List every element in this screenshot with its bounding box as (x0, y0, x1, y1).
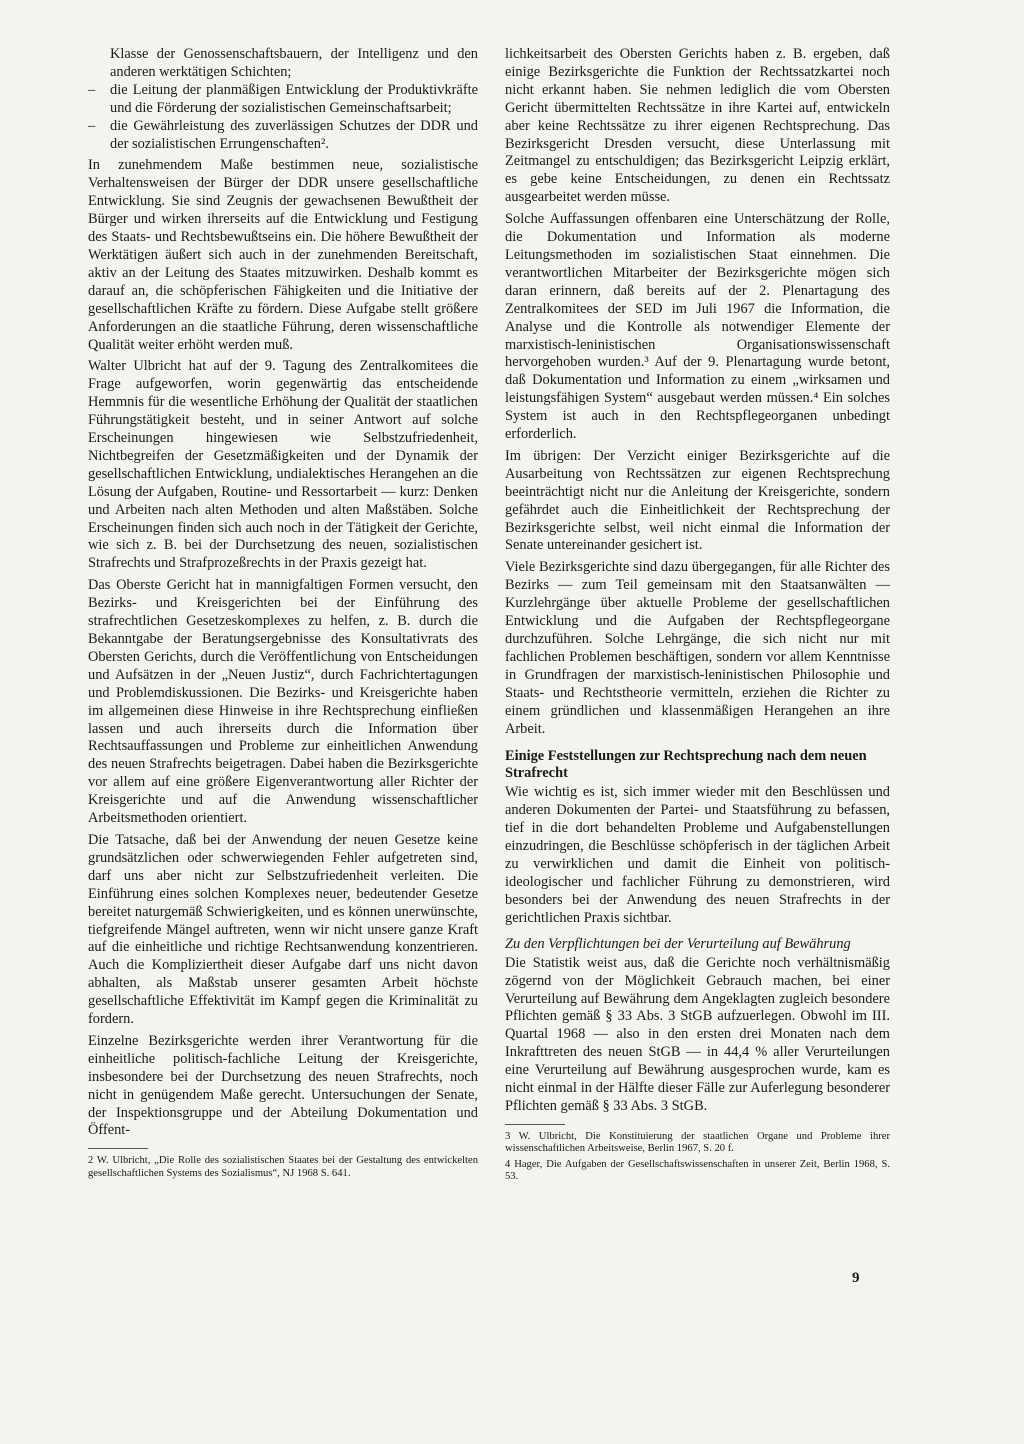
list-item-text: Klasse der Genossenschaftsbauern, der Intelligenz und den anderen werktätigen Schichten; (110, 46, 478, 80)
footnote: 2 W. Ulbricht, „Die Rolle des sozialistischen Staates bei der Gestaltung des entwickelten gesellschaftlichen Systems des Sozialismus“, NJ 1968 S. 641. (88, 1155, 478, 1179)
dash-list (88, 46, 478, 153)
list-item-text: die Leitung der planmäßigen Entwicklung der Produktivkräfte und die Förderung der sozialistischen Gemeinschaftsarbeit; (110, 81, 478, 116)
list-item-text: die Gewährleistung des zuverlässigen Schutzes der DDR und der sozialistischen Errungenschaften². (110, 117, 478, 152)
list-item (88, 118, 478, 154)
footnote: 3 W. Ulbricht, Die Konstituierung der staatlichen Organe und Probleme ihrer wissenschaftlichen Arbeitsweise, Berlin 1967, S. 20 f. (505, 1130, 890, 1155)
paragraph: lichkeitsarbeit des Obersten Gerichts haben z. B. ergeben, daß einige Bezirksgerichte die Funktion der Rechtssatzkartei noch nicht erkannt haben. Sie nehmen lediglich die vom Obersten Gericht übermittelten Rechtssätze in ihre Kartei auf, entwickeln aber keine Rechtssätze zu ihrer eigenen Rechtsprechung. Das Bezirksgericht Dresden versucht, diese Unterlassung mit Zeitmangel zu entschuldigen; das Bezirksgericht Leipzig erklärt, es gebe keine Entscheidungen, zu denen ein Rechtssatz ausgearbeitet werden müsse. (505, 46, 890, 206)
paragraph: Die Statistik weist aus, daß die Gerichte noch verhältnismäßig zögernd von der Möglichkeit Gebrauch machen, bei einer Verurteilung auf Bewährung dem Angeklagten zugleich besondere Pflichten gemäß § 33 Abs. 3 StGB aufzuerlegen. Obwohl im III. Quartal 1968 — also in den ersten drei Monaten nach dem Inkrafttreten des neuen StGB — in 44,4 % aller Verurteilungen eine Verurteilung auf Bewährung ausgesprochen wurde, kam es nicht einmal in der Hälfte dieser Fälle zur Auferlegung besonderer Pflichten gemäß § 33 Abs. 3 StGB. (505, 954, 890, 1114)
section-subheading: Zu den Verpflichtungen bei der Verurteilung auf Bewährung (505, 935, 851, 952)
paragraph: Wie wichtig es ist, sich immer wieder mit den Beschlüssen und anderen Dokumenten der Partei- und Staatsführung zu befassen, tief in die dort behandelten Probleme und Aufgabenstellungen einzudringen, die Beschlüsse schöpferisch in der täglichen Arbeit zu verwirklichen und damit die Einheit von politisch-ideologischer und fachlicher Führung zu demonstrieren, wird besonders bei der Anwendung des neuen Strafrechts in der gerichtlichen Praxis sichtbar. (505, 784, 890, 926)
paragraph: Viele Bezirksgerichte sind dazu übergegangen, für alle Richter des Bezirks — zum Teil gemeinsam mit den Staatsanwälten — Kurzlehrgänge über aktuelle Probleme der gesellschaftlichen Entwicklung und die Aufgaben der Rechtspflegeorgane durchzuführen. Solche Lehrgänge, die sich nicht nur mit fachlichen Problemen beschäftigen, sondern vor allem Kenntnisse in Grundfragen der marxistisch-leninistischen Philosophie und Staats- und Rechtstheorie vermitteln, erziehen die Richter zu einem gründlichen und klassenmäßigen Herangehen an ihre Arbeit. (505, 559, 890, 737)
list-item (88, 82, 478, 118)
dash-glyph: – (88, 117, 96, 134)
right-column (505, 46, 890, 1186)
dash-glyph: – (88, 81, 96, 98)
page-number: 9 (852, 1270, 860, 1286)
paragraph: Einzelne Bezirksgerichte werden ihrer Verantwortung für die einheitliche politisch-fachliche Leitung der Kreisgerichte, insbesondere bei der Durchsetzung des neuen Strafrechts, noch nicht in genügendem Maße gerecht. Untersuchungen der Senate, der Inspektionsgruppe und der Abteilung Dokumentation und Öffent- (88, 1032, 478, 1139)
section-heading: Einige Feststellungen zur Rechtsprechung nach dem neuen Strafrecht (505, 748, 867, 782)
footnote: 4 Hager, Die Aufgaben der Gesellschaftswissenschaften in unserer Zeit, Berlin 1968, S. 53. (505, 1158, 890, 1183)
paragraph: Solche Auffassungen offenbaren eine Unterschätzung der Rolle, die Dokumentation und Information als moderne Leitungsmethoden im sozialistischen Staat einnehmen. Die verantwortlichen Mitarbeiter der Bezirksgerichte mögen sich daran erinnern, daß bereits auf der 2. Plenartagung des Zentralkomitees der SED im Juli 1967 die Information, die Analyse und die Kontrolle als notwendiger Elemente der marxistisch-leninistischen Organisationswissenschaft hervorgehoben wurden.³ Auf der 9. Plenartagung wurde betont, daß Dokumentation und Information zu einem „wirksamen und leistungsfähigen System“ ausgebaut werden müssen.⁴ Ein solches System ist auch in den Rechtspflegeorganen unbedingt erforderlich. (505, 211, 890, 443)
paragraph: Im übrigen: Der Verzicht einiger Bezirksgerichte auf die Ausarbeitung von Rechtssätzen zur eigenen Rechtsprechung beeinträchtigt nicht nur die Anleitung der Kreisgerichte, sondern gefährdet auch die Einheitlichkeit der Rechtsprechung der Bezirksgerichte selbst, weil nicht einmal die Information der Senate untereinander gesichert ist. (505, 447, 890, 554)
paragraph: Das Oberste Gericht hat in mannigfaltigen Formen versucht, den Bezirks- und Kreisgerichten bei der Einführung des strafrechtlichen Gesetzeskomplexes zu helfen, z. B. durch die Bekanntgabe der Beratungsergebnisse des Konsultativrats des Obersten Gerichts, durch die Veröffentlichung von Entscheidungen und Aufsätzen in der „Neuen Justiz“, durch Fachrichtertagungen und Problemdiskussionen. Die Bezirks- und Kreisgerichte haben im allgemeinen diese Hinweise in ihre Rechtsprechung einfließen lassen und auch ihrerseits durch die Information über Rechtsauffassungen und Probleme zur einheitlichen Anwendung des neuen Strafrechts beigetragen. Dabei haben die Bezirksgerichte vor allem auf eine größere Eigenverantwortung aller Richter der Kreisgerichte und auf die Anwendung wissenschaftlicher Arbeitsmethoden orientiert. (88, 577, 478, 827)
paragraph: Die Tatsache, daß bei der Anwendung der neuen Gesetze keine grundsätzlichen oder schwerwiegenden Fehler aufgetreten sind, darf uns aber nicht zur Selbstzufriedenheit verleiten. Die Einführung eines solchen Komplexes neuer, bedeutender Gesetze bereitet naturgemäß Schwierigkeiten, und es können unerwünschte, tiefgreifende Mängel auftreten, wenn wir nicht unsere ganze Kraft auf die einheitliche und richtige Rechtsanwendung konzentrieren. Auch die Kompliziertheit dieser Aufgabe darf uns nicht davon abhalten, als Maßstab unserer gesamten Arbeit höchste gesellschaftliche Effektivität im Kampf gegen die Kriminalität zu fordern. (88, 831, 478, 1028)
paragraph: Walter Ulbricht hat auf der 9. Tagung des Zentralkomitees die Frage aufgeworfen, worin gegenwärtig das entscheidende Hemmnis für die wesentliche Erhöhung der Qualität der staatlichen Führungstätigkeit besteht, und in seiner Antwort auf solche Erscheinungen hingewiesen wie Selbstzufriedenheit, Nichtbegreifen der Gesetzmäßigkeiten und der Dynamik der gesellschaftlichen Entwicklung, undialektisches Herangehen an die Lösung der Aufgaben, Routine- und Ressortarbeit — kurz: Denken und Arbeiten nach alten Methoden und alten Maßstäben. Solche Erscheinungen finden sich auch noch in der Tätigkeit der Gerichte, wie sich z. B. bei der Durchsetzung des neuen, sozialistischen Strafrechts und Strafprozeßrechts in der Praxis gezeigt hat. (88, 358, 478, 572)
left-column (88, 46, 478, 1183)
footnote-divider (88, 1148, 148, 1149)
list-item (88, 46, 478, 82)
footnote-divider (505, 1124, 565, 1125)
paragraph: In zunehmendem Maße bestimmen neue, sozialistische Verhaltensweisen der Bürger der DDR unsere gesellschaftliche Entwicklung. Sie sind Zeugnis der gewachsenen Bewußtheit der Bürger und wirken ihrerseits auf die Entwicklung und Festigung des Staats- und Rechtsbewußtseins ein. Die höhere Bewußtheit der Werktätigen äußert sich auch in der zunehmenden Bereitschaft, aktiv an der Leitung des Staates mitzuwirken. Deshalb kommt es darauf an, die schöpferischen Fähigkeiten und die Initiative der gesellschaftlichen Kräfte zu fördern. Diese Aufgabe stellt größere Anforderungen an die staatliche Führung, deren wissenschaftliche Qualität weiter erhöht werden muß. (88, 157, 478, 353)
